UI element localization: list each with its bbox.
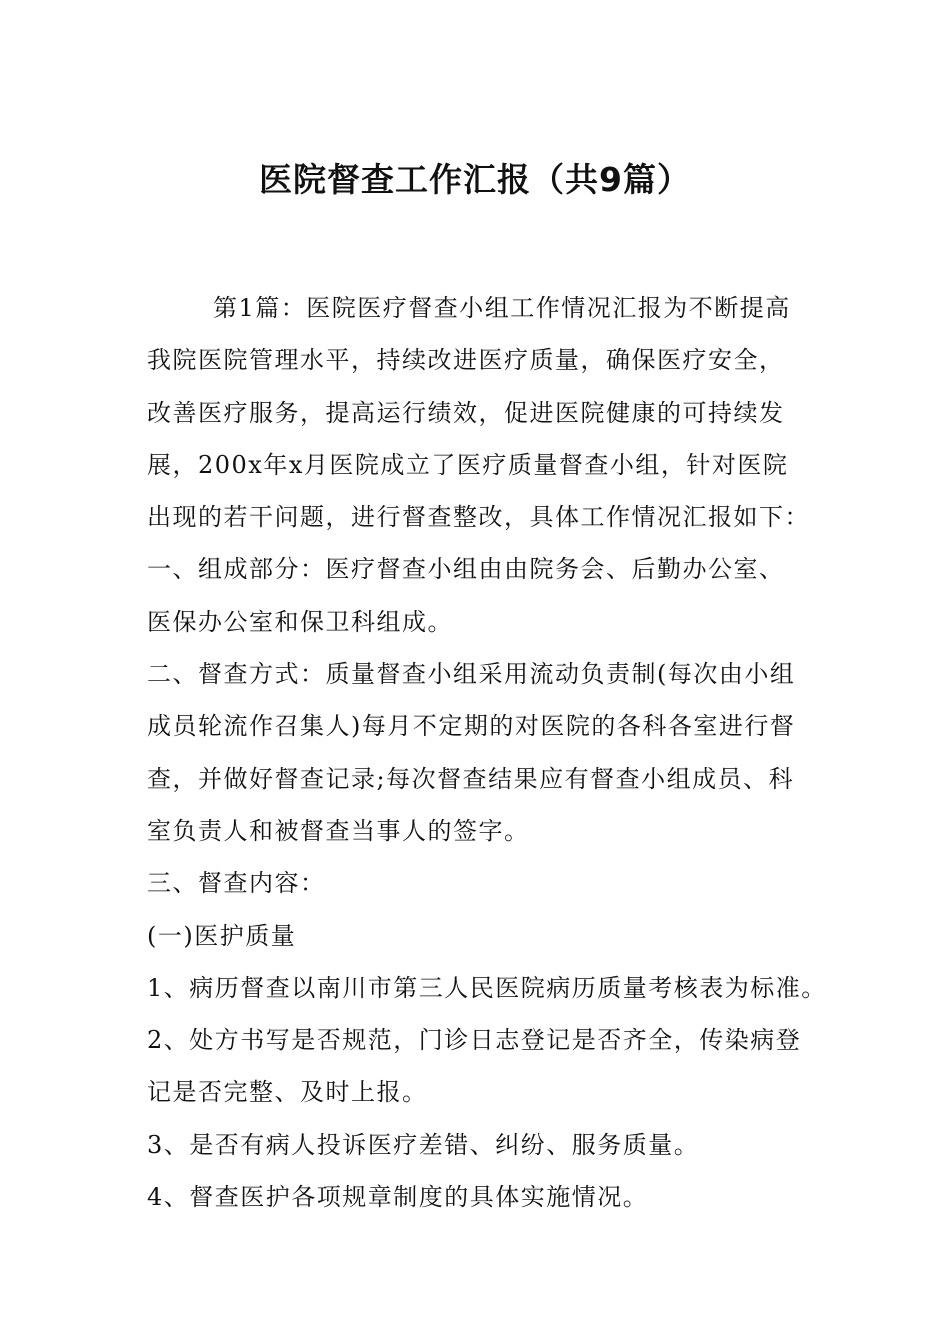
list-item: 2、处方书写是否规范，门诊日志登记是否齐全，传染病登 <box>147 1026 802 1055</box>
paragraph-line: 展，200x年x月医院成立了医疗质量督查小组，针对医院 <box>147 450 789 479</box>
document-title: 医院督查工作汇报（共9篇） <box>259 160 691 199</box>
paragraph-line: 成员轮流作召集人)每月不定期的对医院的各科各室进行督 <box>147 712 796 741</box>
list-item: 4、督查医护各项规章制度的具体实施情况。 <box>147 1183 649 1212</box>
paragraph-line: 二、督查方式：质量督查小组采用流动负责制(每次由小组 <box>147 660 796 689</box>
list-item: 3、是否有病人投诉医疗差错、纠纷、服务质量。 <box>147 1130 700 1159</box>
paragraph-line: 室负责人和被督查当事人的签字。 <box>147 816 530 845</box>
subsection-heading: (一)医护质量 <box>147 921 297 950</box>
paragraph-line: 出现的若干问题，进行督查整改，具体工作情况汇报如下： <box>147 503 810 532</box>
paragraph-line: 改善医疗服务，提高运行绩效，促进医院健康的可持续发 <box>147 398 785 427</box>
list-item: 记是否完整、及时上报。 <box>147 1078 428 1107</box>
list-item: 1、病历督查以南川市第三人民医院病历质量考核表为标准。 <box>147 973 827 1002</box>
paragraph-line: 一、组成部分：医疗督查小组由由院务会、后勤办公室、 <box>147 555 785 584</box>
paragraph-line: 我院医院管理水平，持续改进医疗质量，确保医疗安全， <box>147 346 785 375</box>
section-heading: 三、督查内容： <box>147 869 326 898</box>
paragraph-line: 查，并做好督查记录;每次督查结果应有督查小组成员、科 <box>147 764 795 793</box>
document-body <box>147 282 827 1223</box>
paragraph-line: 医保办公室和保卫科组成。 <box>147 607 453 636</box>
paragraph-line: 第1篇：医院医疗督查小组工作情况汇报为不断提高 <box>213 294 791 322</box>
